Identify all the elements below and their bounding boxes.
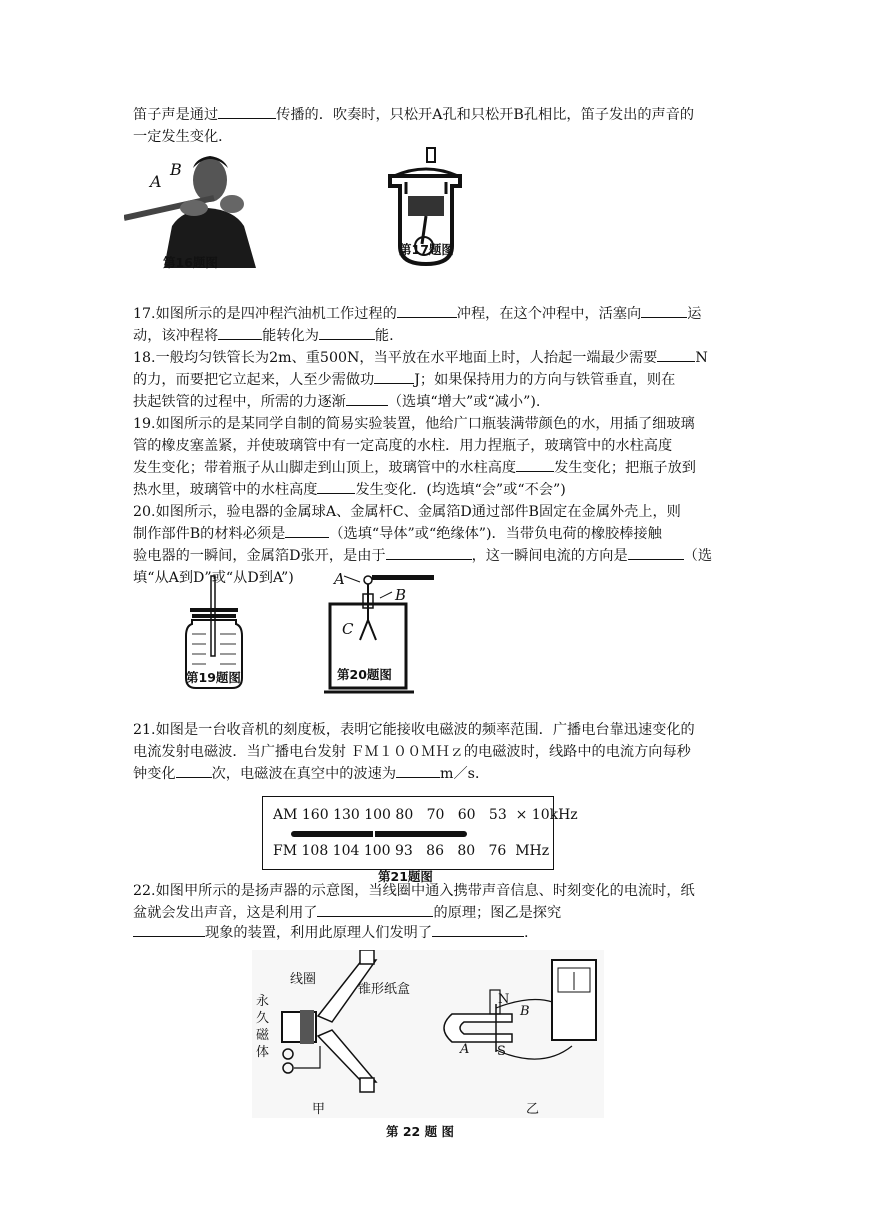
q17-text: 冲程，在这个冲程中，活塞向 <box>456 306 642 322</box>
q21-text: 钟变化 <box>133 766 176 782</box>
q18-text: （选填“增大”或“减小”). <box>387 394 541 410</box>
q17-text: 运 <box>687 306 702 322</box>
label-cone: 锥形纸盒 <box>358 982 411 997</box>
q18-text: N <box>695 350 708 366</box>
dial-am-scale: AM 160 130 100 80 70 60 53 × 10kHz <box>273 807 578 823</box>
q22-text: 22.如图甲所示的是扬声器的示意图，当线圈中通入携带声音信息、时刻变化的电流时，纸 <box>133 883 695 899</box>
q22-line-3 <box>133 922 529 944</box>
q16-text-b: 传播的．吹奏时，只松开A孔和只松开B孔相比，笛子发出的声音的 <box>276 107 695 123</box>
q21-figure-caption: 第21题图 <box>378 869 433 884</box>
q19-figure-caption: 第19题图 <box>186 670 241 685</box>
q22-text: . <box>524 925 529 941</box>
q21-text: 次，电磁波在真空中的波速为 <box>211 766 397 782</box>
q20-text: ，这一瞬间电流的方向是 <box>471 548 628 564</box>
q17-text: 17.如图所示的是四冲程汽油机工作过程的 <box>133 306 397 322</box>
q17-figure-caption: 第17题图 <box>399 242 454 257</box>
q17-line-2 <box>133 325 394 347</box>
dial-pointer <box>373 827 375 840</box>
q18-text: 的力，而要把它立起来，人至少需做功 <box>133 372 375 388</box>
label-n: N <box>498 992 510 1007</box>
answer-blank[interactable] <box>386 545 472 560</box>
q17-text: 能转化为 <box>262 328 319 344</box>
q19-text: 管的橡皮塞盖紧，并使玻璃管中有一定高度的水柱．用力捏瓶子，玻璃管中的水柱高度 <box>133 438 673 454</box>
q20-text: （选 <box>683 548 713 564</box>
answer-blank[interactable] <box>176 763 212 778</box>
q21-line-2 <box>133 741 691 763</box>
label-b: B <box>520 1004 530 1019</box>
q18-text: 18.一般均匀铁管长为2m、重500N，当平放在水平地面上时，人抬起一端最少需要 <box>133 350 658 366</box>
label-magnet-2: 久 <box>256 1011 270 1026</box>
label-b: B <box>170 160 182 179</box>
q21-text: m／s． <box>440 766 490 782</box>
q17-text: 能. <box>374 328 394 344</box>
label-coil: 线圈 <box>290 972 317 987</box>
q19-line-4 <box>133 479 566 501</box>
answer-blank[interactable] <box>285 523 329 538</box>
q20-text: 20.如图所示，验电器的金属球A、金属杆C、金属箔D通过部件B固定在金属外壳上，则 <box>133 504 681 520</box>
q22-text: 的原理；图乙是探究 <box>433 905 562 921</box>
dial-track <box>291 831 467 837</box>
dial-fm-scale: FM 108 104 100 93 86 80 76 MHz <box>273 843 550 859</box>
q16-text-a: 笛子声是通过 <box>133 107 219 123</box>
label-magnet-3: 磁 <box>256 1028 270 1043</box>
flute-player-photo <box>124 146 272 268</box>
q18-line-1 <box>133 347 708 369</box>
label-a: A <box>334 570 345 588</box>
q19-line-2 <box>133 435 672 457</box>
answer-blank[interactable] <box>317 479 355 494</box>
answer-blank[interactable] <box>628 545 684 560</box>
label-jia: 甲 <box>312 1102 326 1117</box>
label-b: B <box>395 586 407 604</box>
q16-line-2 <box>133 126 232 148</box>
q20-line-3 <box>133 545 712 567</box>
q18-line-3 <box>133 391 540 413</box>
q21-text: 电流发射电磁波．当广播电台发射 ＦＭ１００ＭＨｚ的电磁波时，线路中的电流方向每秒 <box>133 744 691 760</box>
answer-blank[interactable] <box>397 303 457 318</box>
answer-blank[interactable] <box>218 104 276 119</box>
q19-text: 发生变化；带着瓶子从山脚走到山顶上，玻璃管中的水柱高度 <box>133 460 517 476</box>
q16-text-c: 一定发生变化． <box>133 129 233 145</box>
q21-line-1 <box>133 719 695 741</box>
q21-text: 21.如图是一台收音机的刻度板，表明它能接收电磁波的频率范围．广播电台靠迅速变化的 <box>133 722 695 738</box>
q20-line-1 <box>133 501 681 523</box>
q16-line-1 <box>133 104 694 126</box>
answer-blank[interactable] <box>133 922 205 937</box>
q22-text: 现象的装置，利用此原理人们发明了 <box>205 925 433 941</box>
label-s: S <box>497 1044 506 1059</box>
label-a: A <box>460 1042 470 1057</box>
label-magnet-4: 体 <box>256 1045 270 1060</box>
q16-figure-caption: 第16题图 <box>163 255 218 270</box>
q18-text: J；如果保持用力的方向与铁管垂直，则在 <box>414 372 676 388</box>
answer-blank[interactable] <box>657 347 695 362</box>
q18-line-2 <box>133 369 675 391</box>
label-magnet-1: 永 <box>256 994 270 1009</box>
q18-text: 扶起铁管的过程中，所需的力逐渐 <box>133 394 346 410</box>
answer-blank[interactable] <box>346 391 388 406</box>
q22-line-2 <box>133 902 561 924</box>
q19-text: 发生变化．(均选填“会”或“不会”) <box>355 482 566 498</box>
q22-figure-caption: 第 22 题 图 <box>386 1124 454 1139</box>
radio-dial <box>262 796 578 870</box>
q20-text: 验电器的一瞬间，金属箔D张开，是由于 <box>133 548 386 564</box>
label-c: C <box>342 620 354 638</box>
q22-line-1 <box>133 880 695 902</box>
q17-text: 动，该冲程将 <box>133 328 219 344</box>
q19-text: 发生变化；把瓶子放到 <box>554 460 696 476</box>
q19-text: 19.如图所示的是某同学自制的简易实验装置，他给广口瓶装满带颜色的水，用插了细玻璃 <box>133 416 695 432</box>
answer-blank[interactable] <box>317 902 433 917</box>
answer-blank[interactable] <box>641 303 687 318</box>
label-yi: 乙 <box>526 1102 540 1117</box>
answer-blank[interactable] <box>319 325 375 340</box>
answer-blank[interactable] <box>432 922 524 937</box>
q21-line-3 <box>133 763 489 785</box>
q20-line-2 <box>133 523 662 545</box>
q17-line-1 <box>133 303 701 325</box>
q19-text: 热水里，玻璃管中的水柱高度 <box>133 482 318 498</box>
q19-line-1 <box>133 413 695 435</box>
answer-blank[interactable] <box>516 457 554 472</box>
q20-figure-caption: 第20题图 <box>337 667 392 682</box>
answer-blank[interactable] <box>218 325 262 340</box>
q22-text: 盆就会发出声音，这是利用了 <box>133 905 318 921</box>
q20-text: （选填“导体”或“绝缘体”)．当带负电荷的橡胶棒接触 <box>329 526 662 542</box>
answer-blank[interactable] <box>396 763 440 778</box>
label-a: A <box>150 172 162 191</box>
answer-blank[interactable] <box>374 369 414 384</box>
q19-line-3 <box>133 457 696 479</box>
q20-text: 填“从A到D”或“从D到A”) <box>133 570 294 586</box>
q20-text: 制作部件B的材料必须是 <box>133 526 286 542</box>
flute-player-image <box>124 146 272 268</box>
